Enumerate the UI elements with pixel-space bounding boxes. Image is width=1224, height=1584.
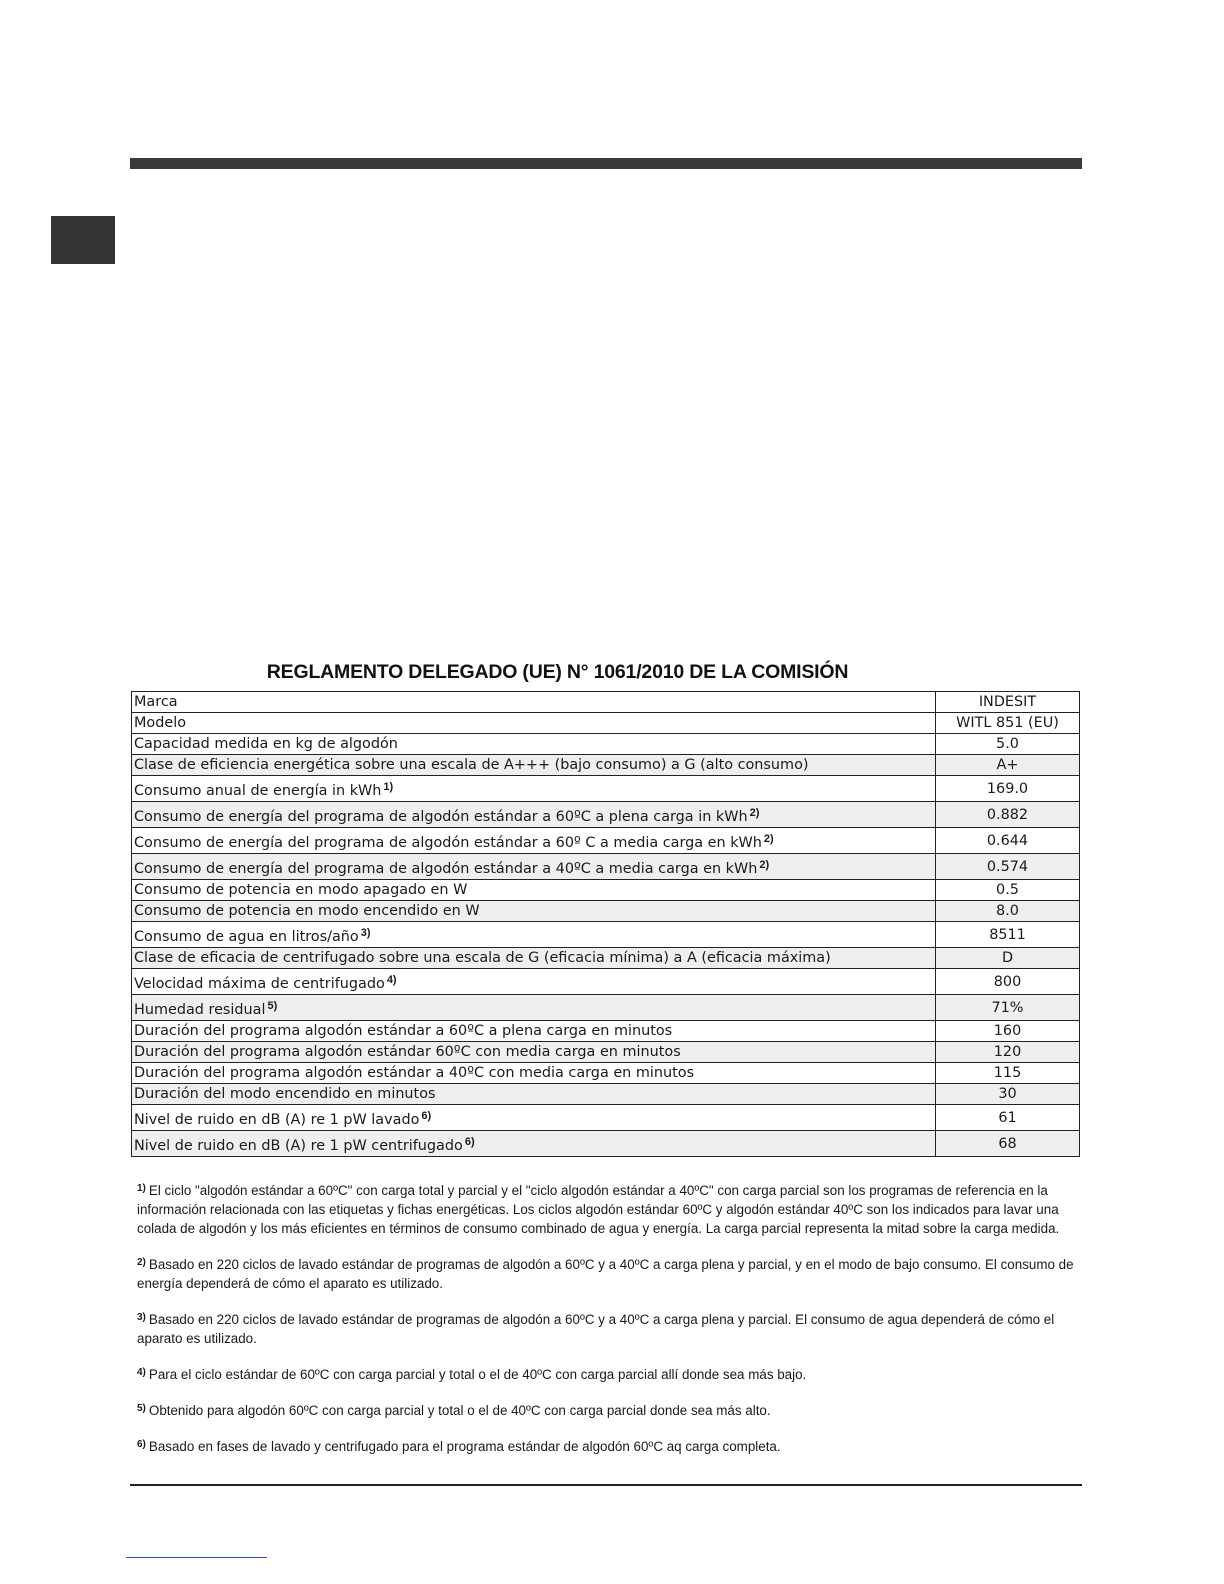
spec-value: 61 — [936, 1105, 1080, 1131]
spec-label-cell — [132, 828, 936, 854]
spec-label-cell — [132, 1063, 936, 1084]
spec-label: Nivel de ruido en dB (A) re 1 pW centrifugado — [134, 1137, 463, 1154]
footnote-text: El ciclo "algodón estándar a 60ºC" con carga total y parcial y el "ciclo algodón estándar a 40ºC" con carga parcial son los programas de referencia en la información relacionada con las etiquetas y fichas energéticas. Los ciclos algodón estándar 60ºC y algodón estándar 40ºC son los indicados para lavar una colada de algodón y los más eficientes en términos de consumo combinado de agua y energía. La carga parcial representa la mitad sobre la carga medida. — [137, 1183, 1060, 1236]
footnote-number: 4) — [137, 1367, 146, 1378]
spec-label-cell — [132, 776, 936, 802]
spec-value: D — [936, 948, 1080, 969]
spec-value: INDESIT — [936, 692, 1080, 713]
spec-value: 115 — [936, 1063, 1080, 1084]
table-row — [132, 1021, 1080, 1042]
footnote-text: Obtenido para algodón 60ºC con carga parcial y total o el de 40ºC con carga parcial donde sea más alto. — [148, 1403, 771, 1418]
spec-label-cell — [132, 692, 936, 713]
footnotes — [137, 1179, 1077, 1471]
spec-label-cell — [132, 713, 936, 734]
spec-value: 0.5 — [936, 880, 1080, 901]
footnote-text: Para el ciclo estándar de 60ºC con carga parcial y total o el de 40ºC con carga parcial allí donde sea más bajo. — [148, 1367, 807, 1382]
spec-label: Clase de eficacia de centrifugado sobre una escala de G (eficacia mínima) a A (eficacia máxima) — [134, 950, 831, 966]
spec-label: Consumo de potencia en modo encendido en W — [134, 903, 480, 919]
table-row — [132, 1084, 1080, 1105]
footnote-number: 1) — [137, 1183, 146, 1194]
footnote-ref: 3) — [360, 926, 371, 939]
table-row — [132, 713, 1080, 734]
spec-label: Duración del programa algodón estándar a 60ºC a plena carga en minutos — [134, 1023, 673, 1039]
spec-value: WITL 851 (EU) — [936, 713, 1080, 734]
table-row — [132, 1105, 1080, 1131]
footnote — [137, 1253, 1077, 1293]
spec-value: 0.574 — [936, 854, 1080, 880]
spec-label-cell — [132, 969, 936, 995]
spec-label: Consumo anual de energía in kWh — [134, 782, 382, 799]
table-row — [132, 1063, 1080, 1084]
specification-table — [131, 691, 1080, 1157]
footnote — [137, 1435, 1077, 1456]
spec-value: 30 — [936, 1084, 1080, 1105]
header-rule — [130, 158, 1082, 169]
table-row — [132, 854, 1080, 880]
spec-label: Consumo de energía del programa de algodón estándar a 40ºC a media carga en kWh — [134, 860, 758, 877]
spec-value: 800 — [936, 969, 1080, 995]
table-row — [132, 692, 1080, 713]
footnote — [137, 1363, 1077, 1384]
footnote-number: 6) — [137, 1439, 146, 1450]
footnote-ref: 6) — [464, 1135, 475, 1148]
table-row — [132, 755, 1080, 776]
footnote-number: 3) — [137, 1312, 146, 1323]
footnote — [137, 1308, 1077, 1348]
spec-label: Duración del programa algodón estándar 60ºC con media carga en minutos — [134, 1044, 681, 1060]
spec-label-cell — [132, 1084, 936, 1105]
spec-label: Marca — [134, 694, 178, 710]
spec-label: Velocidad máxima de centrifugado — [134, 975, 385, 992]
spec-label-cell — [132, 880, 936, 901]
table-row — [132, 880, 1080, 901]
table-row — [132, 922, 1080, 948]
footnote-number: 5) — [137, 1403, 146, 1414]
spec-value: 120 — [936, 1042, 1080, 1063]
table-row — [132, 1131, 1080, 1157]
footnote-ref: 2) — [759, 858, 770, 871]
spec-label-cell — [132, 802, 936, 828]
spec-label: Consumo de agua en litros/año — [134, 928, 359, 945]
footnote — [137, 1399, 1077, 1420]
table-row — [132, 1042, 1080, 1063]
footnote-ref: 5) — [267, 999, 278, 1012]
spec-value: 0.882 — [936, 802, 1080, 828]
footnote-ref: 1) — [383, 780, 394, 793]
spec-value: 8511 — [936, 922, 1080, 948]
spec-label-cell — [132, 1131, 936, 1157]
spec-value: 68 — [936, 1131, 1080, 1157]
table-row — [132, 901, 1080, 922]
footnote-ref: 2) — [763, 832, 774, 845]
footnote-text: Basado en 220 ciclos de lavado estándar de programas de algodón a 60ºC y a 40ºC a carga plena y parcial. El consumo de agua dependerá de cómo el aparato es utilizado. — [137, 1312, 1055, 1346]
footer-link-underline — [126, 1557, 267, 1558]
spec-label-cell — [132, 755, 936, 776]
spec-label: Consumo de potencia en modo apagado en W — [134, 882, 468, 898]
spec-label-cell — [132, 734, 936, 755]
spec-label: Clase de eficiencia energética sobre una escala de A+++ (bajo consumo) a G (alto consumo) — [134, 757, 809, 773]
spec-label: Duración del programa algodón estándar a 40ºC con media carga en minutos — [134, 1065, 695, 1081]
footnote-text: Basado en fases de lavado y centrifugado para el programa estándar de algodón 60ºC aq carga completa. — [148, 1439, 781, 1454]
footnote — [137, 1179, 1077, 1238]
footnote-ref: 2) — [749, 806, 760, 819]
table-row — [132, 969, 1080, 995]
spec-label-cell — [132, 1021, 936, 1042]
footer-rule — [130, 1484, 1082, 1486]
spec-label-cell — [132, 995, 936, 1021]
section-tab-marker — [51, 216, 115, 264]
spec-label-cell — [132, 948, 936, 969]
spec-label: Duración del modo encendido en minutos — [134, 1086, 436, 1102]
table-row — [132, 734, 1080, 755]
footnote-ref: 4) — [386, 973, 397, 986]
spec-label-cell — [132, 1042, 936, 1063]
table-row — [132, 776, 1080, 802]
spec-value: 71% — [936, 995, 1080, 1021]
spec-value: 0.644 — [936, 828, 1080, 854]
spec-label: Modelo — [134, 715, 187, 731]
spec-label: Consumo de energía del programa de algodón estándar a 60º C a media carga en kWh — [134, 834, 762, 851]
spec-value: A+ — [936, 755, 1080, 776]
spec-label: Nivel de ruido en dB (A) re 1 pW lavado — [134, 1111, 420, 1128]
table-row — [132, 995, 1080, 1021]
spec-value: 160 — [936, 1021, 1080, 1042]
spec-value: 8.0 — [936, 901, 1080, 922]
spec-label: Capacidad medida en kg de algodón — [134, 736, 398, 752]
spec-label-cell — [132, 854, 936, 880]
specification-table-body — [132, 692, 1080, 1157]
footnote-number: 2) — [137, 1257, 146, 1268]
spec-label-cell — [132, 1105, 936, 1131]
footnote-ref: 6) — [421, 1109, 432, 1122]
table-row — [132, 802, 1080, 828]
table-row — [132, 948, 1080, 969]
spec-label-cell — [132, 922, 936, 948]
table-row — [132, 828, 1080, 854]
spec-label-cell — [132, 901, 936, 922]
spec-value: 169.0 — [936, 776, 1080, 802]
spec-label: Consumo de energía del programa de algodón estándar a 60ºC a plena carga in kWh — [134, 808, 748, 825]
regulation-title: REGLAMENTO DELEGADO (UE) N° 1061/2010 DE LA COMISIÓN — [266, 661, 849, 683]
spec-value: 5.0 — [936, 734, 1080, 755]
footnote-text: Basado en 220 ciclos de lavado estándar de programas de algodón a 60ºC y a 40ºC a carga plena y parcial, y en el modo de bajo consumo. El consumo de energía dependerá de cómo el aparato es utilizado. — [137, 1257, 1074, 1291]
spec-label: Humedad residual — [134, 1001, 266, 1018]
